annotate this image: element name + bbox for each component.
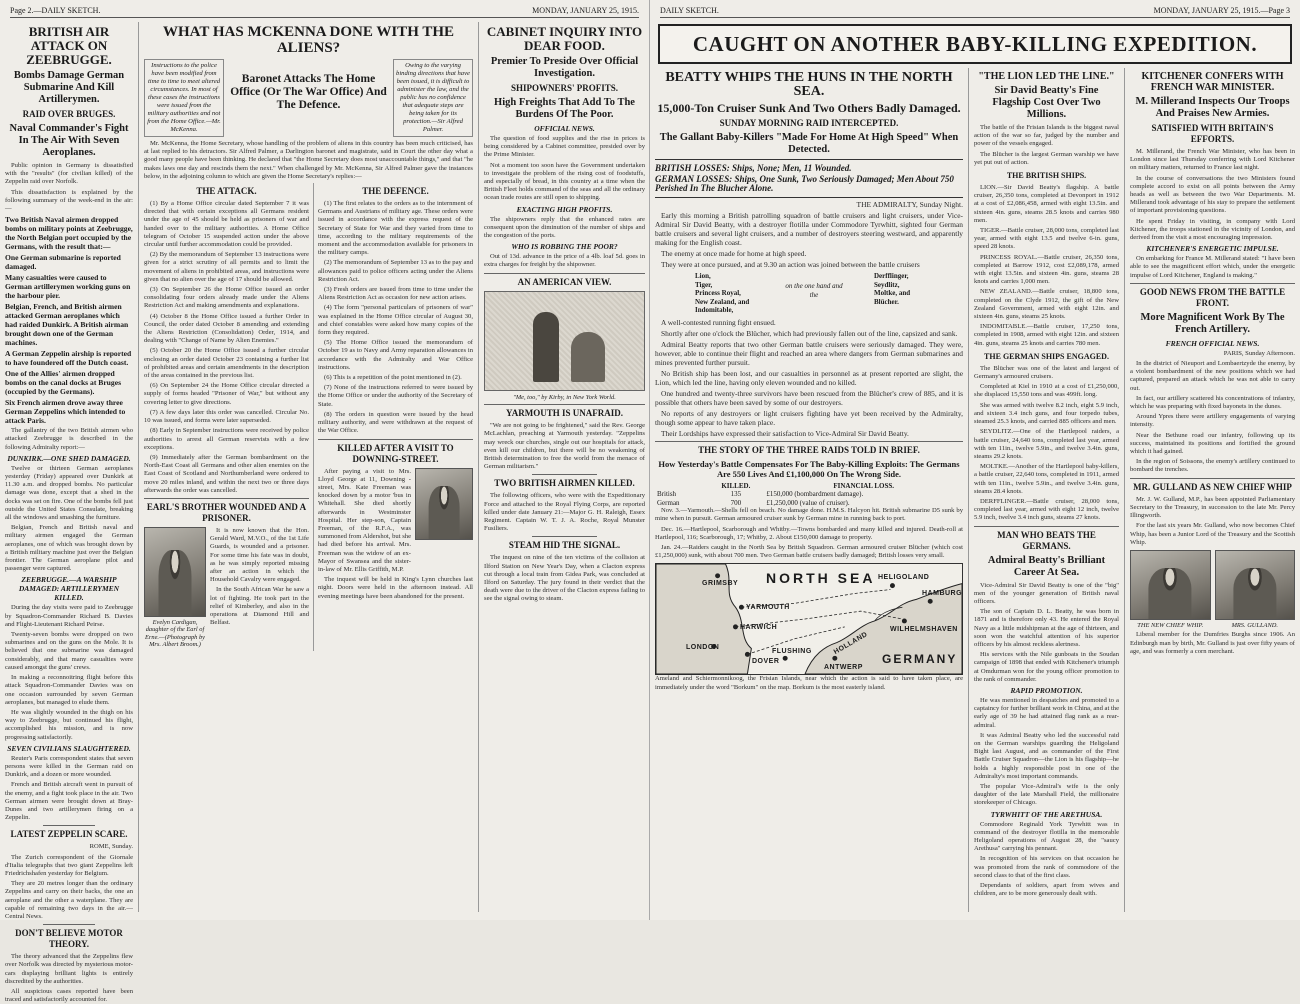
motor-para: All suspicious cases reported have been traced and satisfactorily accounted for. bbox=[5, 987, 133, 1004]
air-attack-bullet: Belgian, French, and British airmen attacked German aeroplanes which had raided Dunkirk. A British airman brought down one of the German machines. bbox=[5, 302, 129, 348]
air-attack-bullet: Six French airmen drove away three German Zeppelins which intended to attack Paris. bbox=[5, 398, 126, 426]
chief-whip-para: Liberal member for the Dumfries Burghs since 1906. An Edinburgh man by birth, Mr. Gulland is just over fifty years of age, and was formerly a corn merchant. bbox=[1130, 631, 1295, 655]
defence-item: (1) The first relates to the orders as to the internment of Germans and Austrians of military age. These orders were issued in accordance with the express request of the Secretary of State for War and they varied from time to time, according to the military requirements of the moment and the accommodation available for prisoners in the military camps. bbox=[318, 200, 473, 257]
lion-para: The Blücher is the largest German warship we have yet put out of action. bbox=[974, 150, 1119, 166]
beatty-headline: BEATTY WHIPS THE HUNS IN THE NORTH SEA. bbox=[665, 70, 953, 99]
career-para: Vice-Admiral Sir David Beatty is one of the "big" men of the younger generation of British naval officers. bbox=[974, 581, 1119, 605]
attack-item: (8) Early in September instructions were received by police authorities to arrest all German reservists with a few exceptions. bbox=[144, 427, 309, 451]
defence-item: (6) This is a repetition of the point mentioned in (2). bbox=[324, 374, 462, 382]
exacting-profits-subhead: EXACTING HIGH PROFITS. bbox=[516, 204, 613, 214]
lion-headline: "THE LION LED THE LINE." bbox=[978, 71, 1115, 82]
zeppelin-para: The Zurich correspondent of the Giornale d'Italia telegraphs that two giant Zeppelins left Friedrichshafen yesterday for Belgium. bbox=[5, 853, 133, 877]
map-label-yarmouth: YARMOUTH bbox=[746, 604, 790, 612]
gulland-caption: THE NEW CHIEF WHIP. bbox=[1137, 621, 1204, 629]
map-label-london: LONDON bbox=[686, 644, 720, 652]
british-ships-headline: THE BRITISH SHIPS. bbox=[1006, 171, 1087, 181]
dear-food-headline: CABINET INQUIRY INTO DEAR FOOD. bbox=[486, 24, 643, 53]
defence-item: (8) The orders in question were issued by the head military authority, and were withdrawn at the request of the War Office. bbox=[318, 410, 473, 435]
row-side: British bbox=[657, 490, 677, 499]
paris-dateline: PARIS, Sunday Afternoon. bbox=[1223, 349, 1295, 357]
motor-para: The theory advanced that the Zeppelins flew over Norfolk was directed by mysterious motor-cars displaying brilliant lights is entirely discredited by the authorities. bbox=[5, 953, 133, 985]
battle-front-headline: GOOD NEWS FROM THE BATTLE FRONT. bbox=[1139, 286, 1286, 308]
rapid-promotion-subhead: RAPID PROMOTION. bbox=[1010, 685, 1083, 695]
zeppelin-para: They are 20 metres longer than the ordinary Zeppelins and carry on their backs, the one an aeroplane and the other a waterplane. They are capable of remaining two days in the air.—Central News. bbox=[5, 880, 133, 920]
attack-item: (2) By the memorandum of September 13 instructions were given for a strict scrutiny of all permits and to limit the movement of aliens in prohibited areas, and instructions were given that no alien over the age of 17 should be allowed. bbox=[144, 251, 309, 283]
dear-food-sub2: SHIPOWNERS' PROFITS. bbox=[510, 83, 619, 93]
front-para: In fact, our artillery scattered his concentrations of infantry, which he was preparing with fixed bayonets in the dunes. bbox=[1130, 394, 1295, 411]
row-side: German bbox=[657, 498, 680, 507]
front-para: In the region of Soissons, the enemy's artillery continued to bombard the trenches. bbox=[1130, 458, 1295, 474]
earl-para: In the South African War he saw a lot of fighting. He took part in the relief of Kimberley, and also in the operations at Diamond Hill and Belfast. bbox=[210, 586, 309, 627]
kitchener-sub1: M. Millerand Inspects Our Troops And Praises New Armies. bbox=[1135, 96, 1290, 119]
british-ship-entry: PRINCESS ROYAL.—Battle cruiser, 26,350 tons, completed at Barrow 1912, cost £2,089,178, armed with eight 13.5in. and sixteen 4in. guns, steams 28 knots and carries 1,000 men. bbox=[974, 253, 1119, 286]
kitchener-column bbox=[1124, 68, 1300, 912]
dear-food-sub1: Premier To Preside Over Official Investigation. bbox=[490, 56, 639, 79]
gulland-portrait-block bbox=[1130, 550, 1211, 632]
german-ship: Seydlitz, bbox=[874, 280, 900, 289]
beatty-para: No British ship has been lost, and our casualties in personnel as at present reported are slight, the Lion, which led the line, having only eleven wounded and no killed. bbox=[655, 368, 963, 387]
german-ships-headline: THE GERMAN SHIPS ENGAGED. bbox=[984, 351, 1109, 361]
raid-entry: Nov. 3.—Yarmouth.—Shells fell on beach. No damage done. H.M.S. Halcyon hit. British submarine D5 sunk by mine when in pursuit. German armoured cruiser sunk by German mine in running back to port. bbox=[655, 507, 963, 523]
downing-street-para: The inquest will be held in King's Lynn churches last night. Doors were held in the afternoon instead. All evening meetings have been abandoned for the present. bbox=[318, 576, 473, 600]
british-ship: Tiger, bbox=[695, 280, 713, 289]
battle-front-subhead: More Magnificent Work By The French Artillery. bbox=[1140, 311, 1285, 335]
tyrwhitt-subhead: TYRWHITT OF THE ARETHUSA. bbox=[990, 809, 1103, 819]
raid-entry: Jan. 24.—Raiders caught in the North Sea by British Squadron. German armoured cruiser Blücher (which cost £1,250,000) sunk, with about 700 men. Two German battle cruisers badly damaged; British losses very small. bbox=[655, 544, 963, 560]
mckenna-headline: WHAT HAS MCKENNA DONE WITH THE ALIENS? bbox=[162, 24, 455, 56]
mrs-gulland-portrait-block bbox=[1215, 550, 1296, 632]
career-para: His services with the Nile gunboats in the Soudan campaign of 1898 that ended with Kitchener's triumph at Omdurman won for the young officer promotion to the rank of commander. bbox=[974, 651, 1119, 683]
gulland-portrait bbox=[1130, 550, 1211, 620]
kitchener-para: He spent Friday in visiting, in company with Lord Kitchener, the troops stationed in the vicinity of London, and derived from the visit a most encouraging impression. bbox=[1130, 217, 1295, 242]
american-view-headline: AN AMERICAN VIEW. bbox=[517, 276, 612, 287]
divider bbox=[43, 924, 94, 925]
front-banner-headline: CAUGHT ON ANOTHER BABY-KILLING EXPEDITION. bbox=[658, 24, 1292, 64]
career-para: The son of Captain D. L. Beatty, he was born in 1871 and is therefore only 43. He entered the Royal Navy as a little midshipman at the age of thirteen, and soon won the watchful attention of his superior officers by his almost reckless alertness. bbox=[974, 608, 1119, 648]
gulland-portraits bbox=[1130, 550, 1295, 632]
beatty-para: The enemy at once made for home at high speed. bbox=[661, 249, 807, 259]
zeppelin-dateline: ROME, Sunday. bbox=[89, 843, 133, 851]
divider bbox=[655, 441, 963, 442]
attack-item: (3) On September 26 the Home Office issued an order consolidating four orders already made under the Aliens Restriction Act and making amendments and explanations. bbox=[144, 286, 309, 310]
defence-item: (3) Fresh orders are issued from time to time under the Aliens Restriction Act as occasion for new action arises. bbox=[318, 286, 473, 302]
air-attack-para: In making a reconnoitring flight before this attack Squadron-Commander Davies was on one occasion surrounded by seven German aeroplanes, but managed to elude them. bbox=[5, 674, 133, 706]
lion-subhead: Sir David Beatty's Fine Flagship Cost Over Two Millions. bbox=[992, 85, 1101, 120]
map-label-antwerp: ANTWERP bbox=[824, 664, 863, 672]
german-ship-entry: DERFFLINGER.—Battle cruiser, 28,000 tons, completed last year, armed with eight 12 inch, twelve 5.9 inch, twelve 3.4 inch guns, steams 27 knots. bbox=[974, 497, 1119, 522]
beatty-sub3: The Gallant Baby-Killers "Made For Home At High Speed" When Detected. bbox=[659, 132, 959, 155]
dear-food-para: The question of food supplies and the rise in prices is being considered by a Cabinet committee, presided over by the Prime Minister. bbox=[484, 135, 645, 159]
german-ship: Derfflinger, bbox=[874, 272, 909, 281]
air-attack-sub2: RAID OVER BRUGES. bbox=[22, 109, 116, 119]
zeppelin-scare-headline: LATEST ZEPPELIN SCARE. bbox=[10, 829, 128, 840]
airmen-para: The following officers, who were with the Expeditionary Force and attached to the Royal Flying Corps, are reported killed under date January 21:—Major G. H. Raleigh, Essex Regiment. Captain W. T. J. A. Roche, Royal Munster Fusiliers. bbox=[484, 492, 645, 533]
air-attack-para: French and British aircraft went in pursuit of the enemy, and a fight took place in the air. Two German airmen were brought down at Bray-Dunes and two artillerymen firing on a Zeppelin. bbox=[5, 781, 133, 822]
british-ships-list bbox=[655, 272, 784, 315]
mckenna-subhead: Baronet Attacks The Home Office (Or The War Office) And The Defence. bbox=[230, 73, 387, 111]
mckenna-header-block bbox=[144, 59, 473, 137]
divider bbox=[974, 526, 1119, 527]
mrs-gulland-caption: MRS. GULLAND. bbox=[1231, 621, 1278, 629]
table-header-row bbox=[655, 482, 963, 491]
killed-column-header: KILLED. bbox=[721, 481, 751, 490]
official-news-label: OFFICIAL NEWS. bbox=[534, 124, 595, 133]
palmer-quote-box: Owing to the varying binding directions that have been issued, it is difficult to administer the law, and the public has no confidence that adequate steps are being taken for its protection.—Sir Alfred Palmer. bbox=[393, 59, 473, 137]
british-ship-entry: TIGER.—Battle cruiser, 28,000 tons, completed last year, armed with eight 13.5 and twelve 6-in. guns, speed 28 knots. bbox=[974, 227, 1119, 251]
attack-item: (6) On September 24 the Home Office circular directed a supply of forms headed "Prisoner of War," but without any covering letter to give directions. bbox=[144, 382, 309, 406]
map-caption: Ameland and Schiermonnikoog, the Frisian Islands, near which the action is said to have taken place, are immediately under the word "Borkum" on the map. Borkum is the most easterly island. bbox=[655, 675, 963, 691]
motor-theory-headline: DON'T BELIEVE MOTOR THEORY. bbox=[15, 928, 123, 950]
right-page bbox=[650, 0, 1300, 920]
beatty-para: They were at once pursued, and at 9.30 an action was joined between the battle cruisers bbox=[661, 260, 920, 270]
earl-caption: Evelyn Cardigan, daughter of the Earl of Erne.—(Photograph by Mrs. Albert Broom.) bbox=[145, 618, 205, 649]
air-attack-bullet: Two British Naval airmen dropped bombs on military points at Zeebrugge, the North Belgian port occupied by the Germans, with the result that:— bbox=[5, 215, 133, 252]
kitchener-headline: KITCHENER CONFERS WITH FRENCH WAR MINISTER. bbox=[1141, 71, 1284, 93]
french-official-label: FRENCH OFFICIAL NEWS. bbox=[1165, 338, 1260, 348]
attack-item: (5) October 20 the Home Office issued a further circular enclosing an order dated October 23 containing a further list of prohibited areas and certain amendments in the description of the areas contained in the previous list. bbox=[144, 347, 309, 380]
attack-item: (1) By a Home Office circular dated September 7 it was directed that with certain exceptions all Germans resident under the age of 45 should be held as prisoners of war and handed over to the military authorities. A Home Office telegram of October 15 suspended action under the above circular until further accommodation could be provided. bbox=[144, 200, 309, 249]
map-label-north-sea: NORTH SEA bbox=[766, 570, 876, 587]
career-para: Dependants of soldiers, apart from wives and children, are to be more generously dealt with. bbox=[974, 882, 1119, 898]
beatty-main-column bbox=[650, 68, 968, 912]
map-label-grimsby: GRIMSBY bbox=[702, 580, 739, 588]
front-para: In the district of Nieuport and Lombaertzyde the enemy, by a violent bombardment of the new positions which we had captured, prepared an attack which he was not able to carry out. bbox=[1130, 360, 1295, 392]
german-ship-entry: SEYDLITZ.—One of the Hartlepool raiders, a battle cruiser, 24,640 tons, completed last year, armed with ten 11in., twelve 5.9in., and twelve 3.4in. guns, steams 29.2 knots. bbox=[974, 428, 1119, 460]
air-attack-bullet: Many casualties were caused to German artillerymen working guns on the harbour pier. bbox=[5, 273, 131, 301]
robbing-poor-subhead: WHO IS ROBBING THE POOR? bbox=[511, 242, 618, 252]
financial-column-header: FINANCIAL LOSS. bbox=[833, 481, 895, 490]
earl-story bbox=[144, 527, 309, 651]
british-ship-entry: INDOMITABLE.—Battle cruiser, 17,250 tons, completed in 1908, armed with eight 12in. and sixteen 4in. guns, steams 25 knots and carries 780 men. bbox=[974, 323, 1119, 347]
german-ships-list bbox=[844, 272, 963, 315]
row-loss: £150,000 (bombardment damage). bbox=[766, 490, 864, 499]
map-label-heligoland: HELIGOLAND bbox=[878, 574, 930, 582]
divider bbox=[43, 825, 94, 826]
kitchener-sub2: SATISFIED WITH BRITAIN'S EFFORTS. bbox=[1151, 123, 1274, 144]
map-label-wilhelmshaven: WILHELMSHAVEN bbox=[890, 626, 958, 634]
beatty-para: Their Lordships have expressed their satisfaction to Vice-Admiral Sir David Beatty. bbox=[661, 428, 909, 438]
steam-para: The inquest on nine of the ten victims of the collision at Ilford Station on New Year's Day, when a Clacton express cut through a local train from Gidea Park, was concluded at Ilford on Saturday. The jury found in their verdict that the death were due to the driver of the Clacton express failing to see the signal owing to steam. bbox=[484, 554, 645, 603]
divider bbox=[1130, 478, 1295, 479]
german-ship: Moltke, and bbox=[874, 289, 911, 298]
admiralty-dateline: THE ADMIRALTY, Sunday Night. bbox=[856, 200, 963, 209]
divider bbox=[144, 498, 309, 499]
kitchener-para: On embarking for France M. Millerand stated: "I have been able to see the magnificent effort which, under the energetic impulse of Lord Kitchener, England is making." bbox=[1130, 255, 1295, 279]
earl-text bbox=[210, 527, 309, 651]
german-ship: Blücher. bbox=[874, 297, 899, 306]
row-killed: 700 bbox=[730, 498, 742, 507]
defence-item: (7) None of the instructions referred to were issued by the Home Office or under the authority of the Secretary of State. bbox=[318, 384, 473, 408]
civilians-subhead: SEVEN CIVILIANS SLAUGHTERED. bbox=[7, 743, 131, 753]
beatty-para: Early this morning a British patrolling squadron of battle cruisers and light cruisers, under Vice-Admiral Sir David Beatty, with a destroyer flotilla under Commodore Tyrwhitt, sighted four German battle cruisers and several light cruisers, and a number of destroyers steering westward, and apparently making for the English coast. bbox=[655, 211, 963, 248]
airmen-killed-headline: TWO BRITISH AIRMEN KILLED. bbox=[494, 478, 635, 489]
career-para: Commodore Reginald York Tyrwhitt was in command of the destroyer flotilla in the memorable Heligoland operations of August 28, the "saucy Arethusa" carrying his pennant. bbox=[974, 820, 1119, 853]
air-attack-intro: Public opinion in Germany is dissatisfied with the "results" (for civilian killed) of the Zeppelin raid over Norfolk. bbox=[5, 162, 133, 186]
air-attack-bullet: One German submarine is reported damaged. bbox=[5, 253, 121, 272]
beatty-para: Admiral Beatty reports that two other German battle cruisers were seriously damaged. They were, however, able to continue their flight and reached an area where dangers from German submarines and mines prevented further pursuit. bbox=[655, 339, 963, 367]
kitchener-para: In the course of conversations the two Ministers found complete accord to exist on all points between the Army heads as well as between the two War Departments. M. Millerand took advantage of his stay to prepare the settlement of important provisioning questions. bbox=[1130, 174, 1295, 215]
beatty-para: Shortly after one o'clock the Blücher, which had previously fallen out of the line, capsized and sank. bbox=[661, 328, 958, 338]
map-label-holland: HOLLAND bbox=[832, 631, 869, 657]
british-losses: BRITISH LOSSES: Ships, None; Men, 11 Wounded. bbox=[655, 163, 852, 173]
beatty-para: A well-contested running fight ensued. bbox=[661, 317, 776, 327]
air-attack-sub1: Bombs Damage German Submarine And Kill Artillerymen. bbox=[13, 70, 125, 105]
earl-para: It is now known that the Hon. Gerald Ward, M.V.O., of the 1st Life Guards, is wounded and a prisoner. For some time his fate was in doubt, as he was simply reported missing after an action in which the Household Cavalry were engaged. bbox=[210, 526, 309, 584]
beatty-career-headline: MAN WHO BEATS THE GERMANS. bbox=[997, 529, 1096, 551]
dear-food-para: Not a moment too soon have the Government undertaken to investigate the problem of the rising cost of foodstuffs, and especially of bread, in this country at a time when the British Fleet holds command of the seas and all the ordinary ocean trade routes are still open to shipping. bbox=[484, 161, 645, 202]
air-attack-intro2: This dissatisfaction is explained by the following summary of the week-end in the air:— bbox=[5, 188, 133, 213]
german-ship-entry: MOLTKE.—Another of the Hartlepool baby-killers, a battle cruiser, 22,640 tons, completed in 1911, armed with ten 11in., twelve 5.9in., and twelve 3.4in. guns, steams 28.4 knots. bbox=[974, 463, 1119, 495]
dear-food-para: Out of 13d. advance in the price of a 4lb. loaf 5d. goes in extra charges for freight by the shipowner. bbox=[484, 253, 645, 269]
air-attack-para: Reuter's Paris correspondent states that seven persons were killed in the German raid on Dunkirk, and a dozen or more wounded. bbox=[5, 754, 133, 779]
attack-item: (7) A few days later this order was cancelled. Circular No. 10 was issued, and forms were later superseded. bbox=[144, 408, 309, 425]
downing-street-story bbox=[318, 468, 473, 577]
raid-entry: Dec. 16.—Hartlepool, Scarborough and Whitby.—Towns bombarded and many killed and injured. Death-roll at Hartlepool, 116; Scarborough, 17; Whitby, 2. About £150,000 damage to property. bbox=[655, 525, 963, 541]
career-para: It was Admiral Beatty who led the successful raid on the German warships guarding the Heligoland Bight last August, and as commander of the First Battle Cruiser Squadron—the Lion is his flagship—he holds a highly responsible post in one of the Admiralty's most important commands. bbox=[974, 731, 1119, 780]
air-attack-para: Twenty-seven bombs were dropped on two submarines and on the guns on the Mole. It is believed that one submarine was damaged considerably, and that many casualties were caused amongst the guns' crews. bbox=[5, 631, 133, 671]
yarmouth-para: "We are not going to be frightened," said the Rev. George McLachlan, preaching at Yarmouth yesterday. "Zeppelins may wreck our churches, single out our hospitals for attack, even kill our children, but there will be no weakening of British determination to free the world from the menace of German militarism." bbox=[484, 422, 645, 471]
beatty-sub2: SUNDAY MORNING RAID INTERCEPTED. bbox=[719, 118, 899, 128]
air-attack-para: The gallantry of the two British airmen who attacked Zeebrugge is described in the following Admiralty report:— bbox=[5, 427, 133, 451]
earl-brother-headline: EARL'S BROTHER WOUNDED AND A PRISONER. bbox=[146, 501, 307, 523]
woman-portrait bbox=[415, 468, 473, 540]
right-folio-date: MONDAY, JANUARY 25, 1915.—Page 3 bbox=[1153, 6, 1290, 15]
air-attack-para: During the day visits were paid to Zeebrugge by Squadron-Commander Richard B. Davies and Flight-Lieutenant Richard Peirse. bbox=[5, 604, 133, 628]
dunkirk-subhead: DUNKIRK.—ONE SHED DAMAGED. bbox=[7, 453, 131, 463]
german-ship-entry: The Blücher was one of the latest and largest of Germany's armoured cruisers. bbox=[974, 364, 1119, 381]
table-row bbox=[655, 499, 963, 508]
left-folio-date: MONDAY, JANUARY 25, 1915. bbox=[532, 6, 639, 15]
british-ship-entry: LION.—Sir David Beatty's flagship. A battle cruiser, 26,350 tons, completed at Devonport in 1912 at a cost of £2,086,458, armed with eight 13.5in. and sixteen 4in. guns, steams 28.5 knots and carries 980 men. bbox=[974, 184, 1119, 224]
steam-signal-headline: STEAM HID THE SIGNAL. bbox=[508, 540, 621, 551]
map-label-hamburg: HAMBURG bbox=[922, 590, 963, 598]
chief-whip-para: Mr. J. W. Gulland, M.P., has been appointed Parliamentary Secretary to the Treasury, in succession to the late Mr. Percy Illingworth. bbox=[1130, 495, 1295, 520]
front-para: Near the Bethune road our infantry, following up its success, maintained its positions and fortified the ground which it had gained. bbox=[1130, 431, 1295, 456]
divider bbox=[318, 439, 473, 440]
air-attack-sub3: Naval Commander's Fight In The Air With Seven Aeroplanes. bbox=[9, 123, 129, 158]
german-ship-entry: She was armed with twelve 8.2 inch, eight 5.9 inch, and sixteen 3.4 inch guns, and four torpedo tubes, steamed 25.3 knots, and carried 885 officers and men. bbox=[974, 401, 1119, 426]
losses-table bbox=[655, 482, 963, 508]
three-raids-headline: THE STORY OF THE THREE RAIDS TOLD IN BRIEF. bbox=[698, 444, 920, 455]
defence-column bbox=[314, 183, 473, 651]
defence-item: (5) The Home Office issued the memorandum of October 19 as to Navy and Army reparation allowances in accordance with the Admiralty and War Office instructions. bbox=[318, 339, 473, 371]
air-attack-bullet: A German Zeppelin airship is reported to have foundered off the Dutch coast. bbox=[5, 349, 132, 368]
north-sea-map bbox=[655, 563, 963, 675]
british-ship: Indomitable, bbox=[695, 306, 734, 315]
table-row bbox=[655, 490, 963, 499]
downing-street-headline: KILLED AFTER A VISIT TO DOWNING-STREET. bbox=[337, 442, 454, 464]
british-ship: New Zealand, and bbox=[695, 297, 750, 306]
front-para: Around Ypres there were artillery engagements of varying intensity. bbox=[1130, 413, 1295, 429]
british-ship: Princess Royal, bbox=[695, 289, 741, 298]
right-folio-title: DAILY SKETCH. bbox=[660, 6, 719, 15]
dear-food-sub3: High Freights That Add To The Burdens Of The Poor. bbox=[494, 97, 635, 120]
beatty-para: No reports of any destroyers or light cruisers fighting have yet been received by the Admiralty, though some appear to have taken place. bbox=[655, 408, 963, 427]
earl-photo-block bbox=[144, 527, 206, 651]
dear-food-para: The shipowners reply that the enhanced rates are consequent upon the diminution of the number of ships and the congestion of the ports. bbox=[484, 215, 645, 240]
left-column-2 bbox=[138, 22, 478, 912]
row-loss: £1,250,000 (value of cruiser). bbox=[766, 498, 850, 507]
attack-column bbox=[144, 183, 314, 651]
air-attack-headline: BRITISH AIR ATTACK ON ZEEBRUGGE. bbox=[26, 24, 112, 67]
map-label-harwich: HARWICH bbox=[740, 624, 778, 632]
right-folio bbox=[660, 6, 1290, 18]
attack-defence-split bbox=[144, 183, 473, 651]
german-ship-entry: Completed at Kiel in 1910 at a cost of £1,250,000, she displaced 15,550 tons and was 499ft. long. bbox=[974, 383, 1119, 399]
divider bbox=[484, 404, 645, 405]
divider bbox=[484, 273, 645, 274]
map-label-germany: GERMANY bbox=[882, 652, 958, 667]
british-ship: Lion, bbox=[695, 272, 711, 281]
lion-column bbox=[968, 68, 1124, 912]
air-attack-bullet: One of the Allies' airmen dropped bombs on the canal docks at Bruges (occupied by the Germans). bbox=[5, 369, 122, 397]
zeebrugge-subhead: ZEEBRUGGE.—A WARSHIP DAMAGED: ARTILLERYMEN KILLED. bbox=[18, 575, 120, 603]
mckenna-intro: Mr. McKenna, the Home Secretary, whose handling of the problem of aliens in this country has been much criticised, has at last replied to his detractors. Sir Alfred Palmer, a Darlington baronet and magistrate, said in Court the other day what a good many people have been thinking. He declared that "the Home Secretary does most unaccountable things," and that "he makes laws one day and rescinds them the next." When challenged by Mr. McKenna, Sir Alfred Palmer gave the instances below, in the adjoining column to which are given the Home Secretary's replies:— bbox=[144, 140, 473, 180]
career-para: In recognition of his services on that occasion he was promoted from the rank of commodore of the second class to that of the first class. bbox=[974, 855, 1119, 879]
left-column-1 bbox=[0, 22, 138, 1004]
mrs-gulland-portrait bbox=[1215, 550, 1296, 620]
career-para: He was mentioned in despatches and promoted to a captaincy for further brilliant work in China, and at the early age of 39 he had attained flag rank as a rear-admiral. bbox=[974, 696, 1120, 729]
three-raids-subhead: How Yesterday's Battle Compensates For The Baby-Killing Exploits: The Germans Are 550 Lives And £1,100,000 On The Wrong Side. bbox=[658, 458, 960, 479]
left-folio-page: Page 2.—DAILY SKETCH. bbox=[10, 6, 101, 15]
energetic-impulse-subhead: KITCHENER'S ENERGETIC IMPULSE. bbox=[1146, 244, 1279, 254]
divider bbox=[532, 536, 596, 537]
attack-item: (4) October 8 the Home Office issued a further Order in Council, the order dated October 8 amending and extending the Aliens Restriction (Consolidation) Order, 1914, and dealing with "Change of Name by Alien Enemies." bbox=[144, 312, 309, 345]
map-label-flushing: FLUSHING bbox=[772, 648, 812, 656]
defence-item: (2) The memorandum of September 13 as to the pay and allowances paid to police officers acting under the Aliens Restriction Act. bbox=[318, 259, 473, 283]
british-ship-entry: NEW ZEALAND.—Battle cruiser, 18,800 tons, completed on the Clyde 1912, the gift of the New Zealand Government, armed with eight 12in. and sixteen 4in. guns, steams 25 knots. bbox=[974, 288, 1119, 321]
beatty-career-subhead: Admiral Beatty's Brilliant Career At Sea. bbox=[987, 554, 1106, 578]
map-label-dover: DOVER bbox=[752, 658, 780, 666]
attack-item: (9) Immediately after the German bombardment on the North-East Coast all Germans and other alien enemies on the East Coast of Scotland and Northumberland were ordered to move 20 miles inland, and within the next two or three days afterwards the order was cancelled. bbox=[144, 453, 309, 494]
chief-whip-headline: MR. GULLAND AS NEW CHIEF WHIP bbox=[1133, 481, 1292, 492]
losses-summary bbox=[655, 159, 963, 198]
beatty-sub1: 15,000-Ton Cruiser Sunk And Two Others Badly Damaged. bbox=[657, 101, 961, 115]
downing-street-para: After paying a visit to Mrs. Lloyd George at 11, Downing - street, Mrs. Kate Freeman was knocked down by a motor 'bus in Whitehall. She died shortly afterwards in Westminster Hospital. Her step-son, Captain Freeman, of the R.F.A., was summoned from Aldershot, but she had died before his arrival. Mrs. Freeman was the widow of an ex-Mayor of Swansea and the sister-in-law of Mr. Ellis Griffith, M.P. bbox=[318, 467, 411, 573]
political-cartoon bbox=[484, 291, 645, 391]
lion-para: The battle of the Frisian Islands is the biggest naval action of the war so far, judged by the number and power of the vessels engaged. bbox=[974, 124, 1119, 148]
divider bbox=[532, 474, 596, 475]
left-column-3 bbox=[478, 22, 650, 912]
air-attack-para: Twelve or thirteen German aeroplanes yesterday (Friday) appeared over Dunkirk at 11.30 a.m. and dropped bombs. No particular damage was done, except that a shed in the docks was set on fire. One of the bombs fell just outside the United States Consulate, breaking all the windows and smashing the furniture. bbox=[5, 464, 133, 522]
defence-headline: THE DEFENCE. bbox=[362, 186, 429, 197]
cartoon-caption: "Me, too," by Kirby, in New York World. bbox=[513, 393, 616, 401]
beatty-para: One hundred and twenty-three survivors have been rescued from the Blücher's crew of 885, and it is possible that others have been saved by some of our destroyers. bbox=[655, 388, 963, 407]
yarmouth-headline: YARMOUTH IS UNAFRAID. bbox=[506, 408, 623, 419]
roster-connector: on the one hand and the bbox=[785, 282, 843, 299]
kitchener-para: M. Millerand, the French War Minister, who has been in London since last Thursday conferring with Lord Kitchener on military matters, returned to France last night. bbox=[1130, 148, 1295, 172]
mckenna-quote-box: Instructions to the police have been modified from time to time to meet altered circumstances. In most of these cases the instructions were issued from the military authorities and not from the Home Office.—Mr. McKenna. bbox=[144, 59, 224, 137]
career-para: The popular Vice-Admiral's wife is the only daughter of the late Marshall Field, the millionaire storekeeper of Chicago. bbox=[974, 783, 1119, 807]
air-attack-para: Belgian, French and British naval and military airmen engaged the German aeroplanes, one of which was brought down by a British military machine just over the Belgian frontier. The German aeroplane pilot and passenger were captured. bbox=[5, 524, 133, 573]
divider bbox=[1130, 283, 1295, 284]
defence-item: (4) The form "personal particulars of prisoners of war" was explained in the Home Office circular of August 30, and chief constables were asked how many copies of the form they required. bbox=[318, 304, 473, 337]
row-killed: 135 bbox=[730, 490, 742, 499]
left-folio bbox=[10, 6, 639, 18]
chief-whip-para: For the last six years Mr. Gulland, who now becomes Chief Whip, has been a Junior Lord of the Treasury and the Scottish Whip. bbox=[1130, 522, 1295, 546]
german-losses: GERMAN LOSSES: Ships, One Sunk, Two Seriously Damaged; Men About 750 Perished In The Blucher Alone. bbox=[655, 174, 954, 193]
officer-portrait bbox=[144, 527, 206, 617]
attack-headline: THE ATTACK. bbox=[196, 186, 257, 197]
air-attack-para: He was slightly wounded in the thigh on his way to Zeebrugge, but continued his flight, accomplished his mission, and is now progressing satisfactorily. bbox=[5, 708, 133, 741]
ships-roster bbox=[655, 272, 963, 315]
